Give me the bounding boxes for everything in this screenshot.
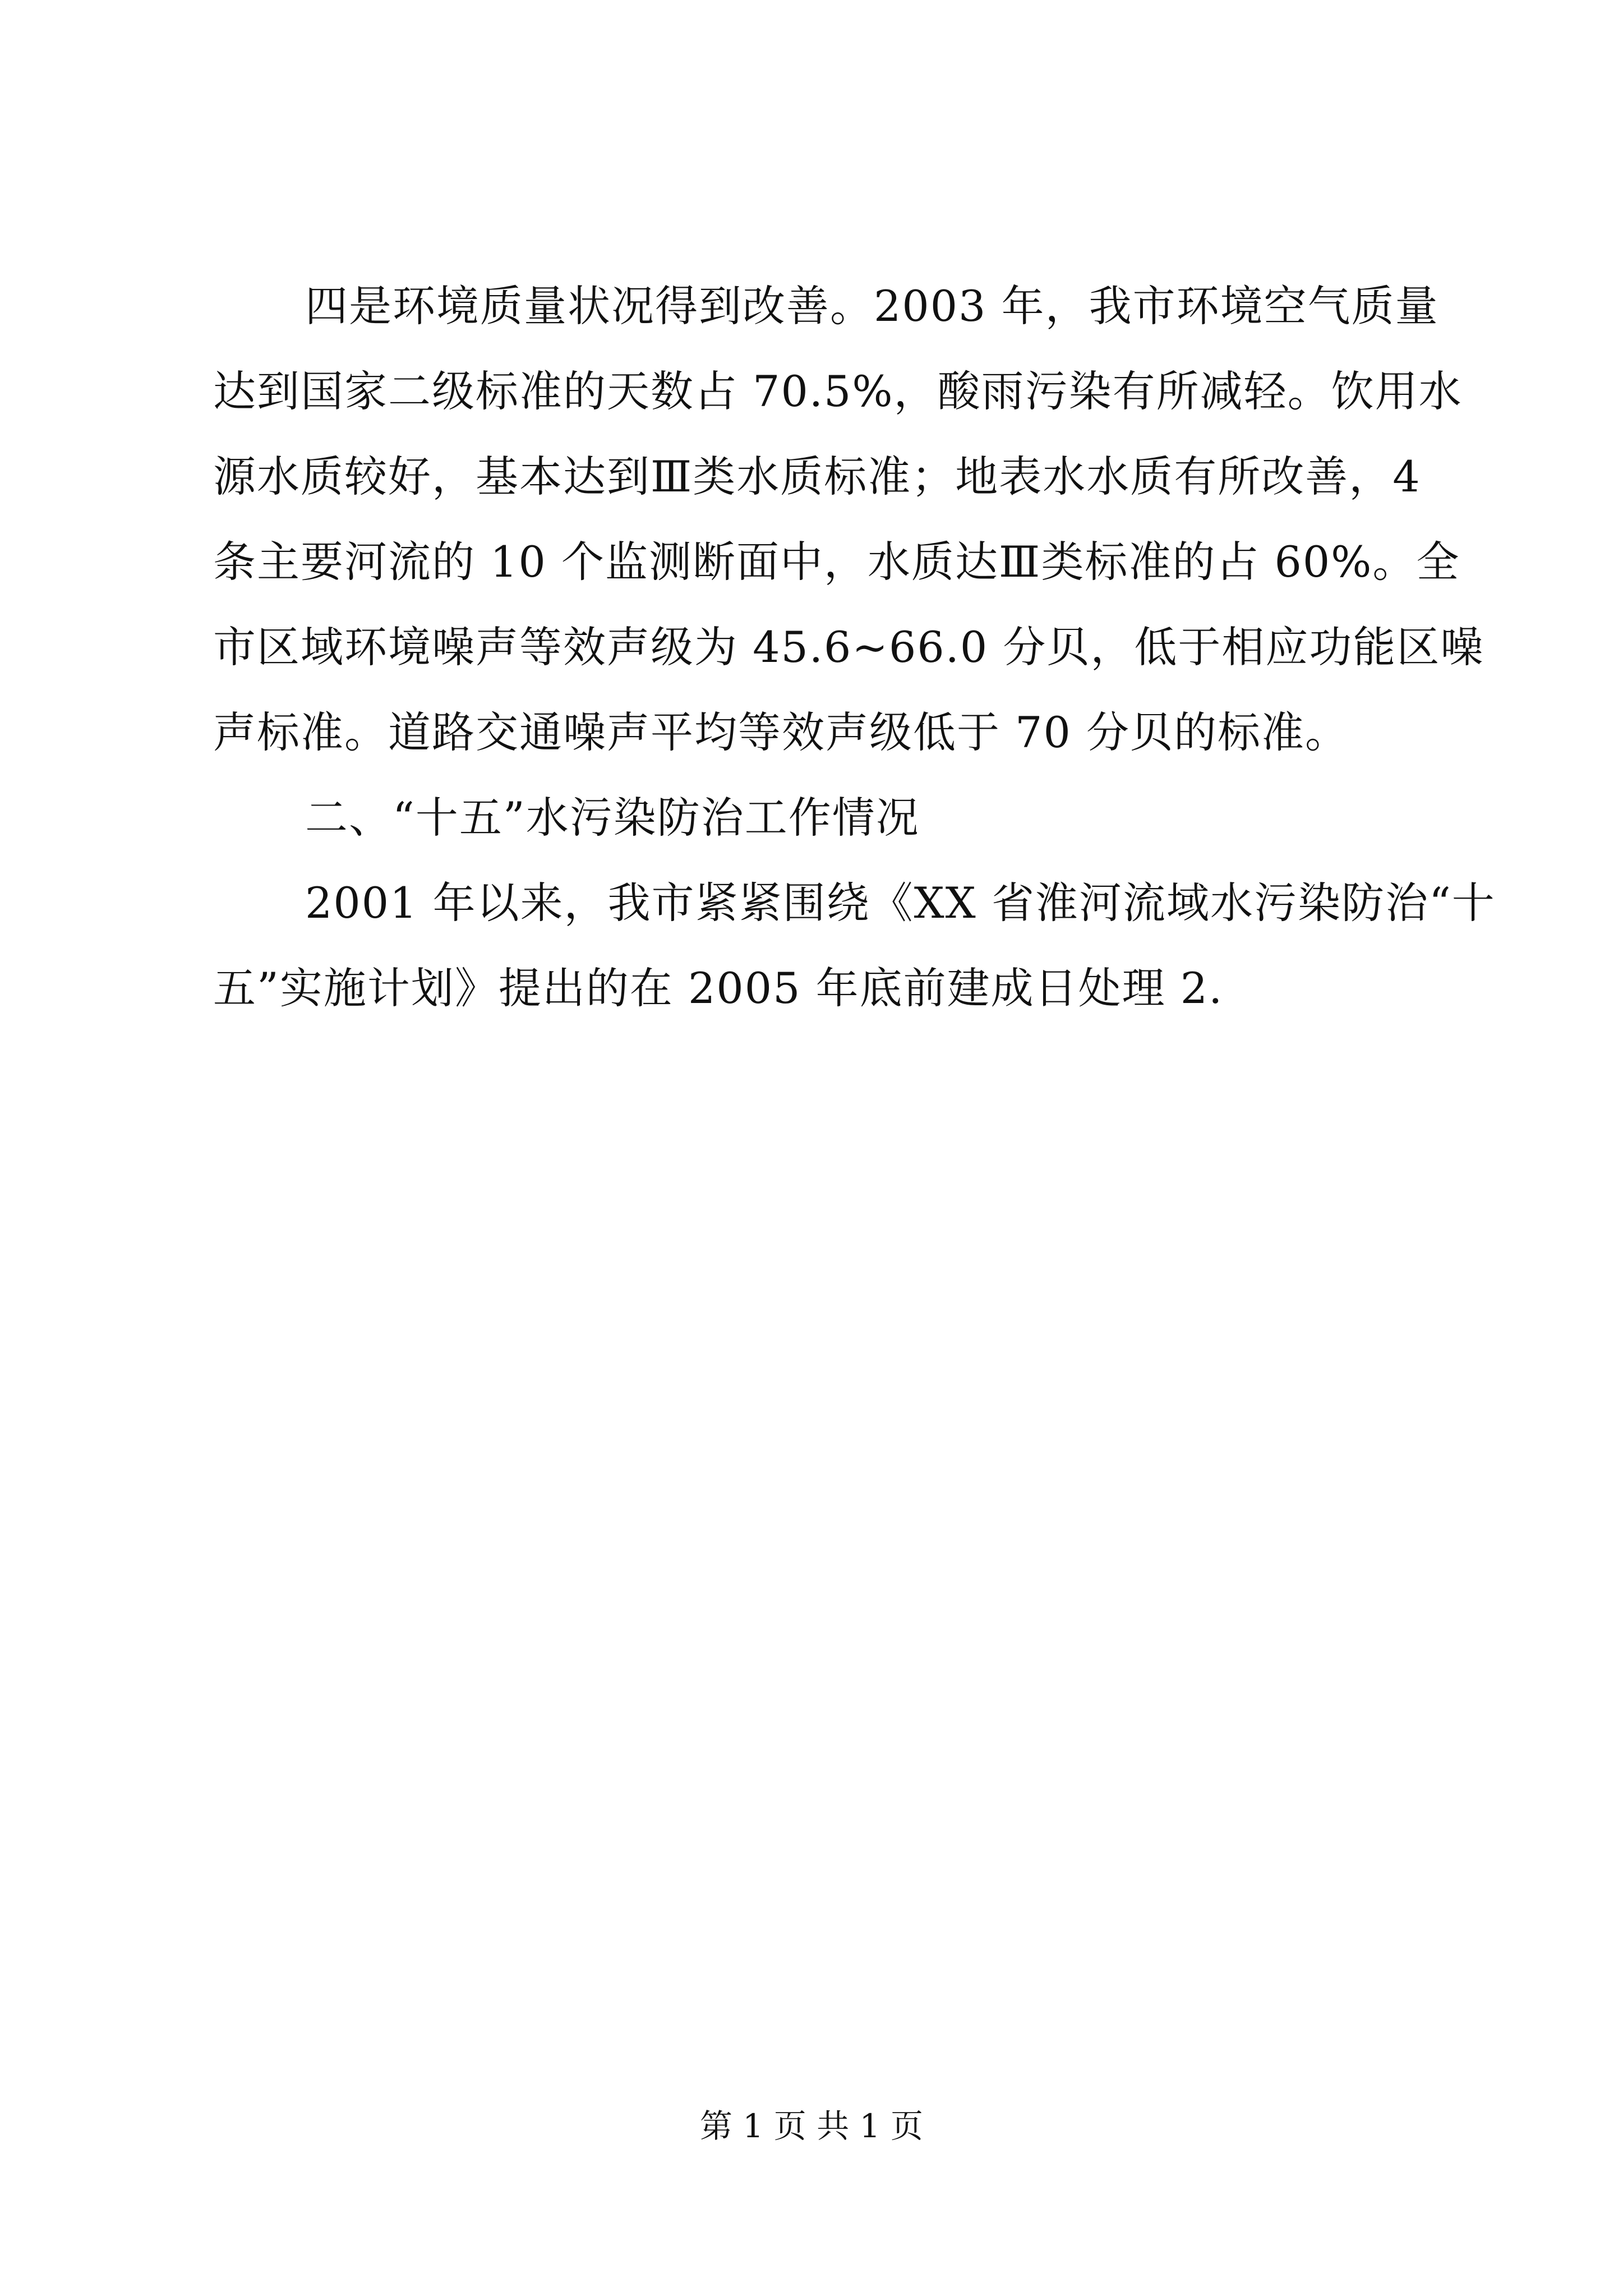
paragraph-line: 声标准。道路交通噪声平均等效声级低于 70 分贝的标准。 bbox=[213, 707, 1349, 757]
paragraph-line: 达到国家二级标准的天数占 70.5%，酸雨污染有所减轻。饮用水 bbox=[213, 366, 1463, 416]
paragraph-line: 条主要河流的 10 个监测断面中，水质达Ⅲ类标准的占 60%。全 bbox=[213, 537, 1460, 587]
paragraph-line: 市区域环境噪声等效声级为 45.6~66.0 分贝，低于相应功能区噪 bbox=[213, 622, 1484, 672]
paragraph-line: 五”实施计划》提出的在 2005 年底前建成日处理 2. bbox=[213, 963, 1224, 1013]
paragraph-line: 2001 年以来，我市紧紧围绕《XX 省淮河流域水污染防治“十 bbox=[305, 878, 1496, 928]
page-footer: 第 1 页 共 1 页 bbox=[700, 2107, 923, 2145]
paragraph-line: 四是环境质量状况得到改善。2003 年，我市环境空气质量 bbox=[305, 281, 1439, 331]
paragraph-line: 源水质较好，基本达到Ⅲ类水质标准；地表水水质有所改善，4 bbox=[213, 452, 1421, 501]
section-heading: 二、“十五”水污染防治工作情况 bbox=[305, 793, 920, 843]
document-body bbox=[213, 264, 1496, 1031]
